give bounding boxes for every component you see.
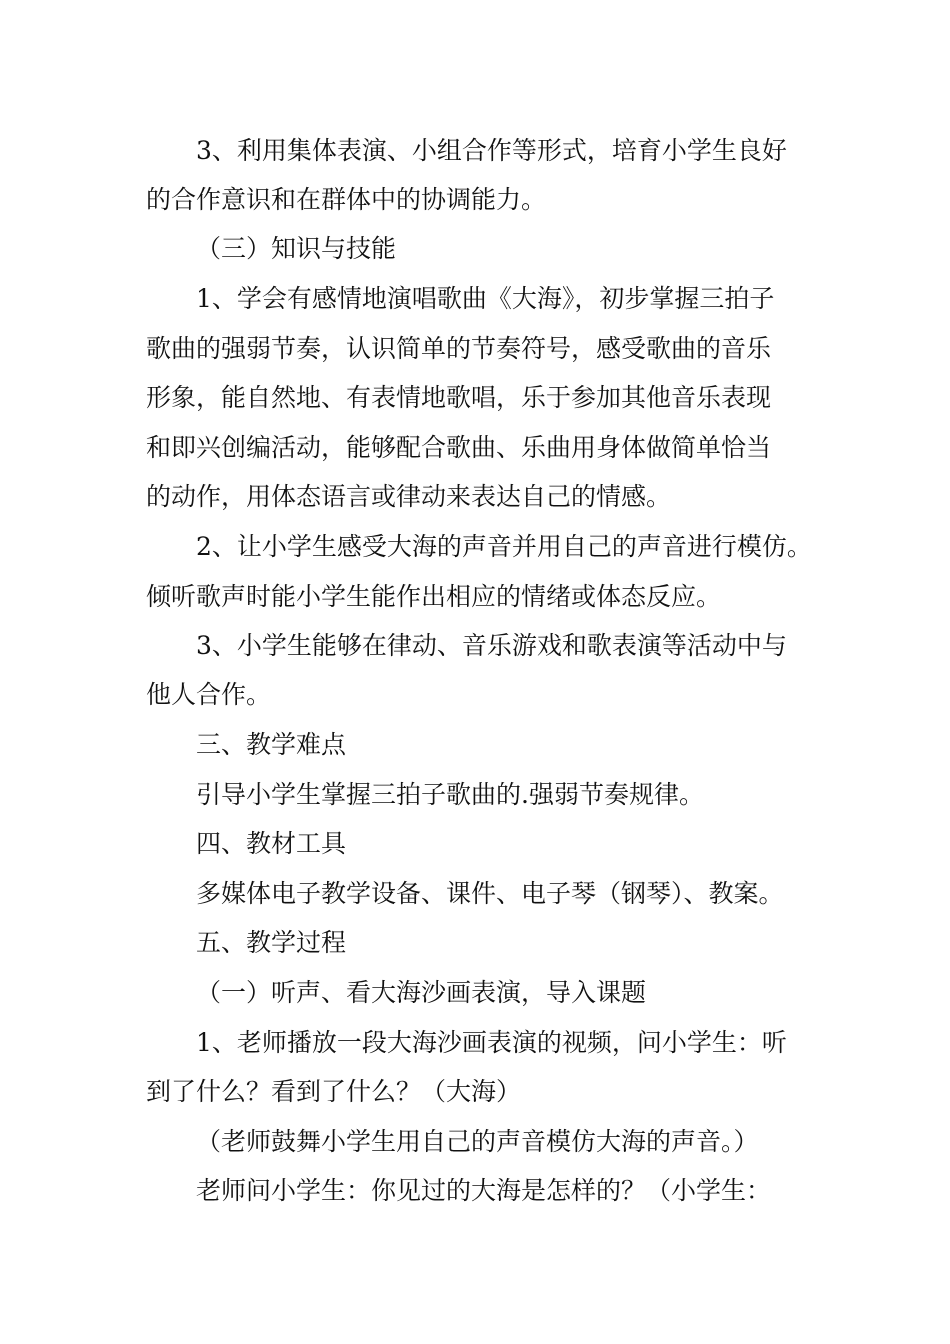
section-heading: 四、教材工具 — [196, 829, 347, 858]
text-line: 他人合作。 — [146, 680, 272, 709]
text-line: 到了什么？看到了什么？（大海） — [146, 1077, 522, 1106]
text-line: 形象，能自然地、有表情地歌唱，乐于参加其他音乐表现 — [146, 383, 772, 412]
section-heading: 三、教学难点 — [196, 730, 347, 759]
text-line: 3、小学生能够在律动、音乐游戏和歌表演等活动中与 — [196, 631, 787, 660]
text-line: 的动作，用体态语言或律动来表达自己的情感。 — [146, 482, 672, 511]
text-line: （老师鼓舞小学生用自己的声音模仿大海的声音。） — [196, 1127, 759, 1156]
text-line: 多媒体电子教学设备、课件、电子琴（钢琴）、教案。 — [196, 879, 784, 908]
text-line: 1、学会有感情地演唱歌曲《大海》，初步掌握三拍子 — [196, 284, 775, 313]
text-line: 引导小学生掌握三拍子歌曲的.强弱节奏规律。 — [196, 780, 704, 809]
section-heading: （一）听声、看大海沙画表演，导入课题 — [196, 978, 647, 1007]
text-line: 3、利用集体表演、小组合作等形式，培育小学生良好 — [196, 136, 787, 165]
text-line: 1、老师播放一段大海沙画表演的视频，问小学生：听 — [196, 1028, 787, 1057]
text-line: 2、让小学生感受大海的声音并用自己的声音进行模仿。 — [196, 532, 812, 561]
text-line: 倾听歌声时能小学生能作出相应的情绪或体态反应。 — [146, 582, 722, 611]
text-line: 老师问小学生：你见过的大海是怎样的？（小学生： — [196, 1176, 772, 1205]
section-heading: （三）知识与技能 — [196, 234, 397, 263]
text-line: 和即兴创编活动，能够配合歌曲、乐曲用身体做简单恰当 — [146, 433, 772, 462]
section-heading: 五、教学过程 — [196, 928, 347, 957]
text-line: 歌曲的强弱节奏，认识简单的节奏符号，感受歌曲的音乐 — [146, 334, 772, 363]
text-line: 的合作意识和在群体中的协调能力。 — [146, 185, 547, 214]
